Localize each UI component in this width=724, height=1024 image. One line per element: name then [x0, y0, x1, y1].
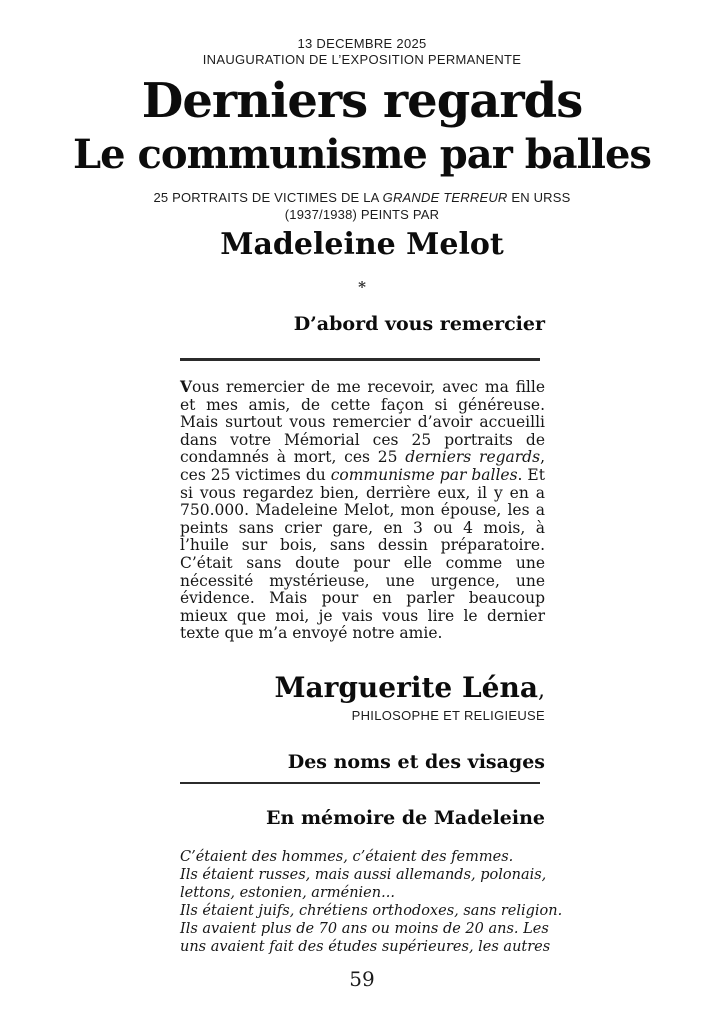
paragraph-initial: V — [180, 377, 193, 396]
speaker-role: PHILOSOPHE ET RELIGIEUSE — [351, 707, 545, 723]
description-line2: (1937/1938) PEINTS PAR — [284, 207, 440, 222]
speaker-block — [180, 671, 545, 724]
section-heading-remercier: D’abord vous remercier — [293, 313, 545, 335]
star-separator: * — [358, 278, 366, 296]
page-number: 59 — [349, 966, 375, 991]
exhibition-description — [0, 189, 724, 223]
paragraph-text-1: ous remercier de me recevoir, avec ma fille et mes amis, de cette façon si généreuse. Mais surtout vous remercier d’avoir accueilli dans votre Mémorial ces 25 portraits de condamnés à mort, ces 25 — [180, 378, 545, 467]
artist-name: Madeleine Melot — [220, 227, 504, 262]
event-title: INAUGURATION DE L’EXPOSITION PERMANENTE — [202, 52, 522, 67]
verse-line: uns avaient fait des études supérieures, les autres — [180, 938, 551, 955]
speaker-name-comma: , — [538, 677, 545, 703]
paragraph-text-2: , ces 25 victimes du — [180, 448, 545, 484]
verse-line: Ils avaient plus de 70 ans ou moins de 20 ans. Les — [180, 920, 549, 937]
paragraph-italic-2: communisme par balles — [330, 465, 518, 484]
divider-rule-top — [180, 358, 540, 361]
verse-line: C’étaient des hommes, c’étaient des femmes. — [180, 848, 514, 865]
description-text: 25 PORTRAITS DE VICTIMES DE LA — [153, 190, 383, 205]
divider-rule-bottom — [180, 782, 540, 784]
text-column — [180, 312, 563, 956]
event-date: 13 DECEMBRE 2025 — [297, 36, 427, 51]
main-title: Derniers regards — [141, 73, 583, 129]
verse-line: Ils étaient juifs, chrétiens orthodoxes, sans religion. — [180, 902, 563, 919]
section-heading-memoire: En mémoire de Madeleine — [266, 806, 545, 829]
subtitle: Le communisme par balles — [73, 131, 651, 178]
paragraph-italic-1: derniers regards — [405, 448, 541, 467]
paragraph-text-3: . Et si vous regardez bien, derrière eux, il y en a 750.000. Madeleine Melot, mon épouse, les a peints sans crier gare, en 3 ou 4 mois, à l’huile sur bois, sans dessin préparatoire. C’était sans doute pour elle comme une nécessité mystérieuse, une urgence, une évidence. Mais pour en parler beaucoup mieux que moi, je vais vous lire le dernier texte que m’a envoyé notre amie. — [180, 465, 545, 643]
verse-block — [180, 848, 563, 956]
speaker-name-text: Marguerite Léna — [274, 670, 538, 704]
body-paragraph — [180, 378, 545, 643]
speaker-name — [180, 671, 545, 708]
description-italic-term: GRANDE TERREUR — [382, 190, 508, 205]
section-heading-noms-visages: Des noms et des visages — [287, 750, 545, 773]
page-header — [0, 36, 724, 264]
verse-line: lettons, estonien, arménien... — [180, 884, 395, 901]
description-text-suffix: EN URSS — [507, 190, 571, 205]
verse-line: Ils étaient russes, mais aussi allemands, polonais, — [180, 866, 547, 883]
